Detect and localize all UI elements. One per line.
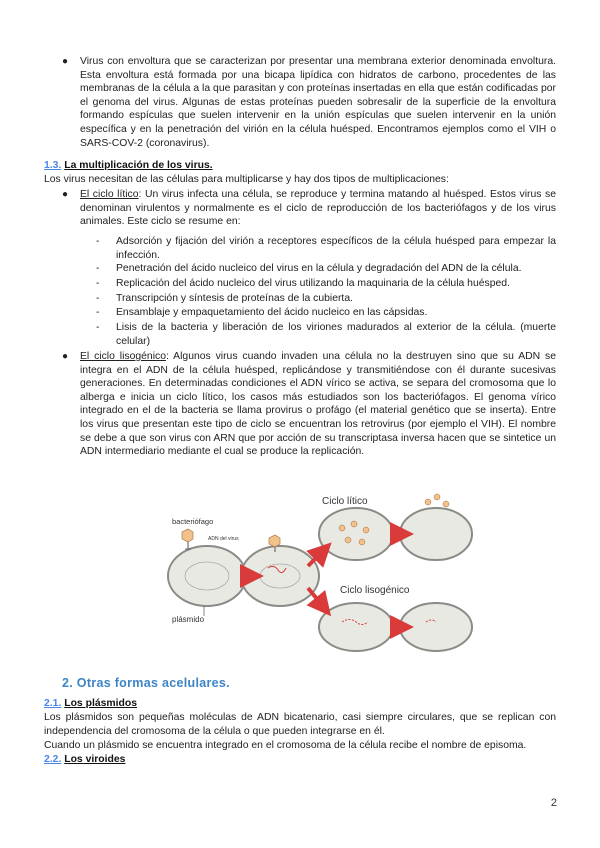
section-title: Los plásmidos bbox=[64, 698, 137, 709]
bullet-dot: ● bbox=[62, 189, 69, 200]
dash-marker: - bbox=[96, 293, 100, 304]
lytic-step: Penetración del ácido nucleico del virus en la célula y degradación del ADN de la célula. bbox=[116, 263, 522, 274]
section-2-1-heading bbox=[44, 697, 524, 711]
section-2-heading: 2. Otras formas acelulares. bbox=[62, 676, 230, 690]
intro-paragraph: Los virus necesitan de las células para multiplicarse y hay dos tipos de multiplicaciones: bbox=[44, 174, 449, 185]
section-1-3-heading bbox=[44, 159, 524, 173]
section-2-2-heading bbox=[44, 753, 524, 767]
lysogenic-cycle-label: Ciclo lisogénico bbox=[340, 585, 410, 596]
lysogenic-description: : Algunos virus cuando invaden una célula no la destruyen sino que su ADN se integra en el ADN de la célula huésped, replicándose y transmitiéndose con él durante sucesivas generaciones. En determinadas condiciones el ADN vírico se activa, se separa del cromosoma que lo alberga e inicia un ciclo lítico, los casos más estudiados son los bacteriófagos. El genoma vírico integrado en el de la bacteria se llama provirus o profágo (el material genético que se inserta). Entre los virus que presentan este tipo de ciclo se encuentran los retrovirus (por ejemplo el VIH). El nombre se debe a que son virus con ARN que por acción de su transcriptasa inversa hacen que se sintetice un ADN intermediario mediante el cual se produce la replicación. bbox=[80, 351, 556, 458]
lytic-cell-lysing bbox=[400, 508, 472, 560]
lytic-step: Transcripción y síntesis de proteínas de la cubierta. bbox=[116, 293, 353, 304]
lysogenic-term: El ciclo lisogénico bbox=[80, 351, 166, 362]
bullet-dot: ● bbox=[62, 56, 69, 67]
lysogenic-cell-divided bbox=[400, 603, 472, 651]
envelope-virus-paragraph: Virus con envoltura que se caracterizan por presentar una membrana exterior denominada envoltura. Esta envoltura está formada por una bicapa lipídica con hidratos de carbono, procedentes de las membranas de la célula a la que parasitan y con proteínas insertadas en ella que están codificadas por el genoma del virus. Algunas de estas proteínas pueden sobresalir de la superficie de la envoltura formando espículas que suelen intervenir en la unión espículas que suelen intervenir en la unión específica y en la penetración del virión en la célula huésped. Encontramos ejemplos como el VIH o SARS-COV-2 (coronavirus). bbox=[80, 56, 556, 149]
viral-dna-label: ADN del virus bbox=[208, 536, 239, 542]
section-title: La multiplicación de los virus. bbox=[64, 160, 213, 171]
page-number: 2 bbox=[550, 797, 557, 809]
section-number: 2.1. bbox=[44, 698, 62, 709]
lytic-term: El ciclo lítico bbox=[80, 189, 139, 200]
plasmid-paragraph-1: Los plásmidos son pequeñas moléculas de ADN bicatenario, casi siempre circulares, que se replican con independencia del cromosoma de la célula o que pueden integrarse en él. bbox=[44, 712, 556, 737]
dash-marker: - bbox=[96, 278, 100, 289]
lytic-step: Replicación del ácido nucleico del virus utilizando la maquinaria de la célula huésped. bbox=[116, 278, 510, 289]
dash-marker: - bbox=[96, 322, 100, 333]
section-number: 2.2. bbox=[44, 754, 62, 765]
virus-cycle-diagram bbox=[160, 482, 476, 658]
phage-icon bbox=[182, 529, 193, 549]
section-title: Los viroides bbox=[64, 754, 126, 765]
initial-bacterium bbox=[168, 546, 246, 606]
lytic-step: Lisis de la bacteria y liberación de los viriones madurados al exterior de la célula. (muerte celular) bbox=[116, 322, 556, 347]
plasmid-paragraph-2: Cuando un plásmido se encuentra integrado en el cromosoma de la célula recibe el nombre de episoma. bbox=[44, 740, 527, 751]
lytic-cycle-label: Ciclo lítico bbox=[322, 496, 368, 507]
lytic-step: Ensamblaje y empaquetamiento del ácido nucleico en las cápsidas. bbox=[116, 307, 428, 318]
lytic-cell-replicating bbox=[319, 508, 393, 560]
dash-marker: - bbox=[96, 263, 100, 274]
phage-label: bacteriófago bbox=[172, 517, 214, 526]
lytic-description: : Un virus infecta una célula, se reproduce y termina matando al huésped. Estos virus se denominan virulentos y normalmente es el ciclo de reproducción de los bacteriófagos y de los virus animales. Este ciclo se resume en: bbox=[80, 189, 556, 228]
released-virions bbox=[425, 494, 449, 507]
bullet-dot: ● bbox=[62, 351, 69, 362]
plasmid-label: plásmido bbox=[172, 615, 205, 624]
dash-marker: - bbox=[96, 236, 100, 247]
lysogenic-cell-integrated bbox=[319, 603, 393, 651]
dash-marker: - bbox=[96, 307, 100, 318]
lytic-step: Adsorción y fijación del virión a receptores específicos de la célula huésped para empezar la infección. bbox=[116, 236, 556, 261]
lytic-cycle-paragraph bbox=[80, 188, 556, 229]
section-number: 1.3. bbox=[44, 160, 62, 171]
arrow-to-lysogenic bbox=[308, 588, 326, 610]
lysogenic-cycle-paragraph bbox=[80, 350, 556, 459]
